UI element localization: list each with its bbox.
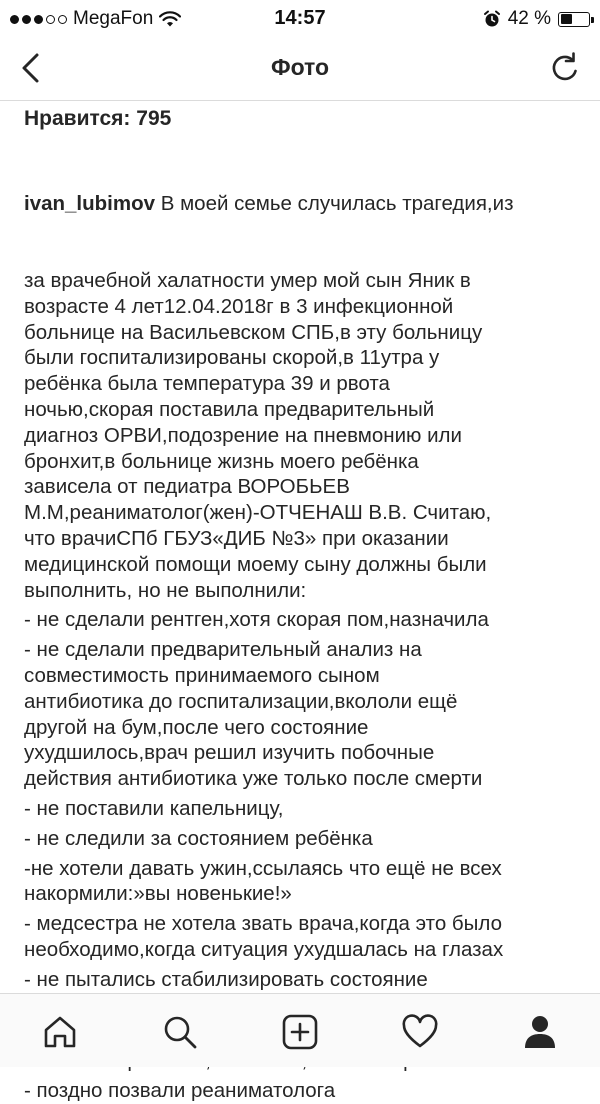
caption-list-item-line: действия антибиотика уже только после смерти bbox=[24, 767, 483, 791]
battery-level bbox=[561, 14, 572, 24]
caption-list-item-line: антибиотика до госпитализации,вкололи ещё bbox=[24, 689, 458, 713]
heart-icon bbox=[400, 1012, 440, 1052]
tab-activity[interactable] bbox=[400, 1012, 440, 1052]
caption-list-item-line: другой на бум,после чего состояние bbox=[24, 715, 369, 739]
caption-line: М.М,реаниматолог(жен)-ОТЧЕНАШ В.В. Считаю, bbox=[24, 501, 492, 525]
caption-line: бронхит,в больнице жизнь моего ребёнка bbox=[24, 449, 419, 473]
tab-bar bbox=[0, 993, 600, 1067]
status-bar bbox=[0, 0, 600, 36]
alarm-clock-icon bbox=[483, 10, 501, 28]
caption-list-item bbox=[24, 911, 580, 963]
caption-text: В моей семье случилась трагедия,из bbox=[160, 191, 514, 215]
search-icon bbox=[160, 1012, 200, 1052]
refresh-button[interactable] bbox=[548, 51, 582, 85]
battery-tip bbox=[591, 17, 594, 23]
caption-list-item-line: - не следили за состоянием ребёнка bbox=[24, 826, 373, 850]
carrier-name: MegaFon bbox=[73, 8, 154, 29]
tab-home[interactable] bbox=[40, 1012, 80, 1052]
tab-profile[interactable] bbox=[520, 1012, 560, 1052]
caption-list-item-line: ухудшилось,врач решил изучить побочные bbox=[24, 741, 435, 765]
caption-line: зависела от педиатра ВОРОБЬЕВ bbox=[24, 475, 350, 499]
caption-list-item bbox=[24, 607, 580, 633]
author-username[interactable]: ivan_lubimov bbox=[24, 191, 156, 215]
post-caption bbox=[24, 139, 580, 1104]
caption-list-item-line: - не пытались стабилизировать состояние bbox=[24, 967, 428, 991]
caption-list-item-line: совместимость принимаемого сыном bbox=[24, 663, 380, 687]
battery-percent: 42 % bbox=[507, 8, 551, 29]
caption-line: за врачебной халатности умер мой сын Яник в bbox=[24, 268, 471, 292]
refresh-icon bbox=[548, 51, 582, 85]
caption-line: возрасте 4 лет12.04.2018г в 3 инфекционной bbox=[24, 294, 454, 318]
status-right bbox=[483, 8, 590, 30]
caption-line: медицинской помощи моему сыну должны были bbox=[24, 552, 487, 576]
caption-list-item-line: накормили:»вы новенькие!» bbox=[24, 882, 292, 906]
home-icon bbox=[40, 1012, 80, 1052]
page-title: Фото bbox=[270, 54, 330, 80]
caption-line: выполнить, но не выполнили: bbox=[24, 578, 307, 602]
caption-list-item-line: - не поставили капельницу, bbox=[24, 796, 284, 820]
caption-list-item bbox=[24, 856, 580, 908]
caption-list-item bbox=[24, 796, 580, 822]
caption-line: диагноз ОРВИ,подозрение на пневмонию или bbox=[24, 423, 462, 447]
caption-list-item-line: - не сделали предварительный анализ на bbox=[24, 638, 422, 662]
add-post-icon bbox=[280, 1012, 320, 1052]
status-time: 14:57 bbox=[274, 7, 326, 29]
caption-list-item-line: необходимо,когда ситуация ухудшалась на глазах bbox=[24, 937, 504, 961]
caption-list-item bbox=[24, 826, 580, 852]
caption-line: ребёнка была температура 39 и рвота bbox=[24, 372, 390, 396]
caption-list-item-line: - поздно позвали реаниматолога bbox=[24, 1078, 336, 1102]
caption-line: ночью,скорая поставила предварительный bbox=[24, 397, 435, 421]
caption-list-item bbox=[24, 637, 580, 792]
caption-list-item-line: - медсестра не хотела звать врача,когда это было bbox=[24, 912, 502, 936]
profile-icon bbox=[520, 1012, 560, 1052]
caption-line: что врачиСПб ГБУЗ«ДИБ №3» при оказании bbox=[24, 526, 449, 550]
caption-list-item-line: -не хотели давать ужин,ссылаясь что ещё не всех bbox=[24, 856, 502, 880]
tab-search[interactable] bbox=[160, 1012, 200, 1052]
caption-list-item bbox=[24, 1078, 580, 1104]
caption-list-item-line: - не сделали рентген,хотя скорая пом,назначила bbox=[24, 608, 489, 632]
likes-count[interactable]: Нравится: 795 bbox=[24, 107, 172, 130]
post-content bbox=[24, 103, 580, 1104]
battery-icon bbox=[558, 12, 590, 27]
caption-first-line bbox=[24, 191, 580, 217]
caption-line: больнице на Васильевском СПБ,в эту больницу bbox=[24, 320, 483, 344]
nav-bar bbox=[0, 36, 600, 101]
caption-line: были госпитализированы скорой,в 11утра у bbox=[24, 346, 440, 370]
tab-add-post[interactable] bbox=[280, 1012, 320, 1052]
